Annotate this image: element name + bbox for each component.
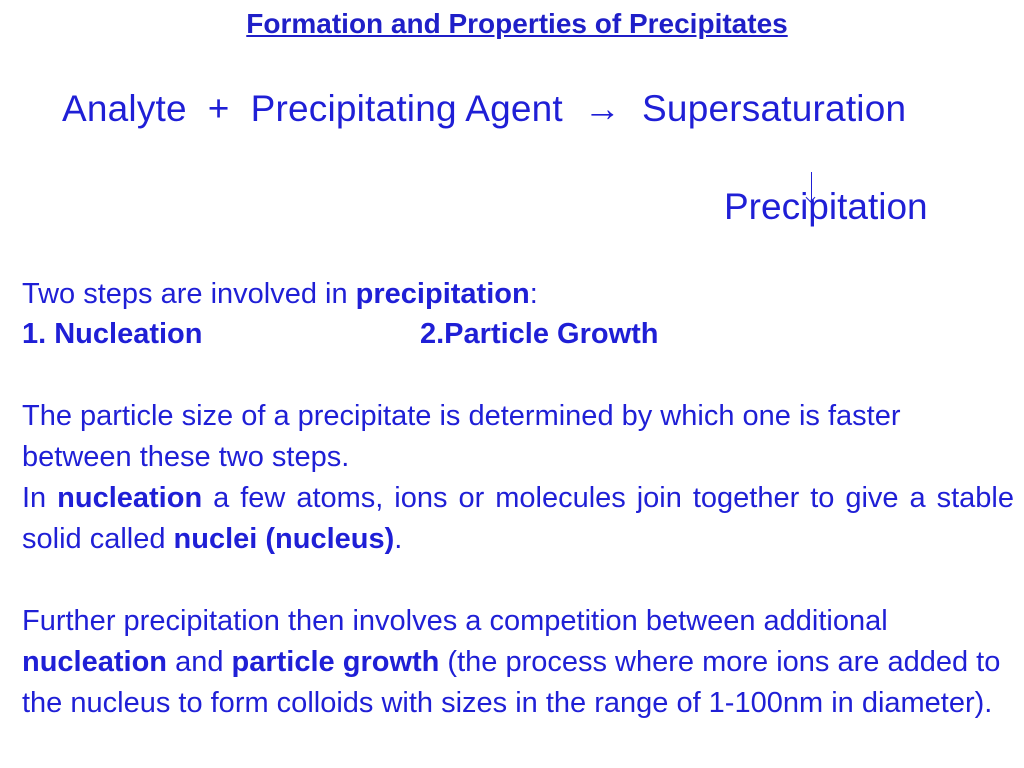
paragraph-competition [22,601,1014,724]
step-particle-growth: 2.Particle Growth [420,318,659,350]
para2-suffix: . [394,523,403,555]
para2-middle: a few atoms, ions or molecules join together to give a stable solid called [22,482,1015,555]
para3-suffix: (the process where more ions are added to the nucleus to form colloids with sizes in the range of 1-100nm in diameter). [22,646,1001,719]
intro-bold-term: precipitation [355,278,530,310]
para2-bold-nucleation: nucleation [57,482,203,514]
right-arrow-icon: → [583,88,622,129]
para3-middle: and [167,646,232,678]
intro-suffix: : [529,278,538,310]
reaction-equation [62,88,906,130]
para3-prefix: Further precipitation then involves a competition between additional [22,605,888,637]
para3-bold-particle-growth: particle growth [231,646,440,678]
slide-title: Formation and Properties of Precipitates [246,8,788,39]
step-nucleation: 1. Nucleation [22,318,203,350]
paragraph-particle-size: The particle size of a precipitate is determined by which one is faster between these two steps. [22,400,901,473]
para2-prefix: In [22,482,58,514]
intro-prefix: Two steps are involved in [22,278,356,310]
steps-line [22,314,1014,355]
intro-line [22,274,1014,315]
plus-sign: + [207,88,230,129]
paragraph-nucleation [22,478,1014,560]
para3-bold-nucleation: nucleation [22,646,168,678]
supersaturation-term: Supersaturation [642,88,907,129]
analyte-term: Analyte [62,88,187,129]
precipitation-term: Precipitation [724,186,928,227]
precipitating-agent-term: Precipitating Agent [250,88,563,129]
para2-bold-nuclei: nuclei (nucleus) [173,523,395,555]
